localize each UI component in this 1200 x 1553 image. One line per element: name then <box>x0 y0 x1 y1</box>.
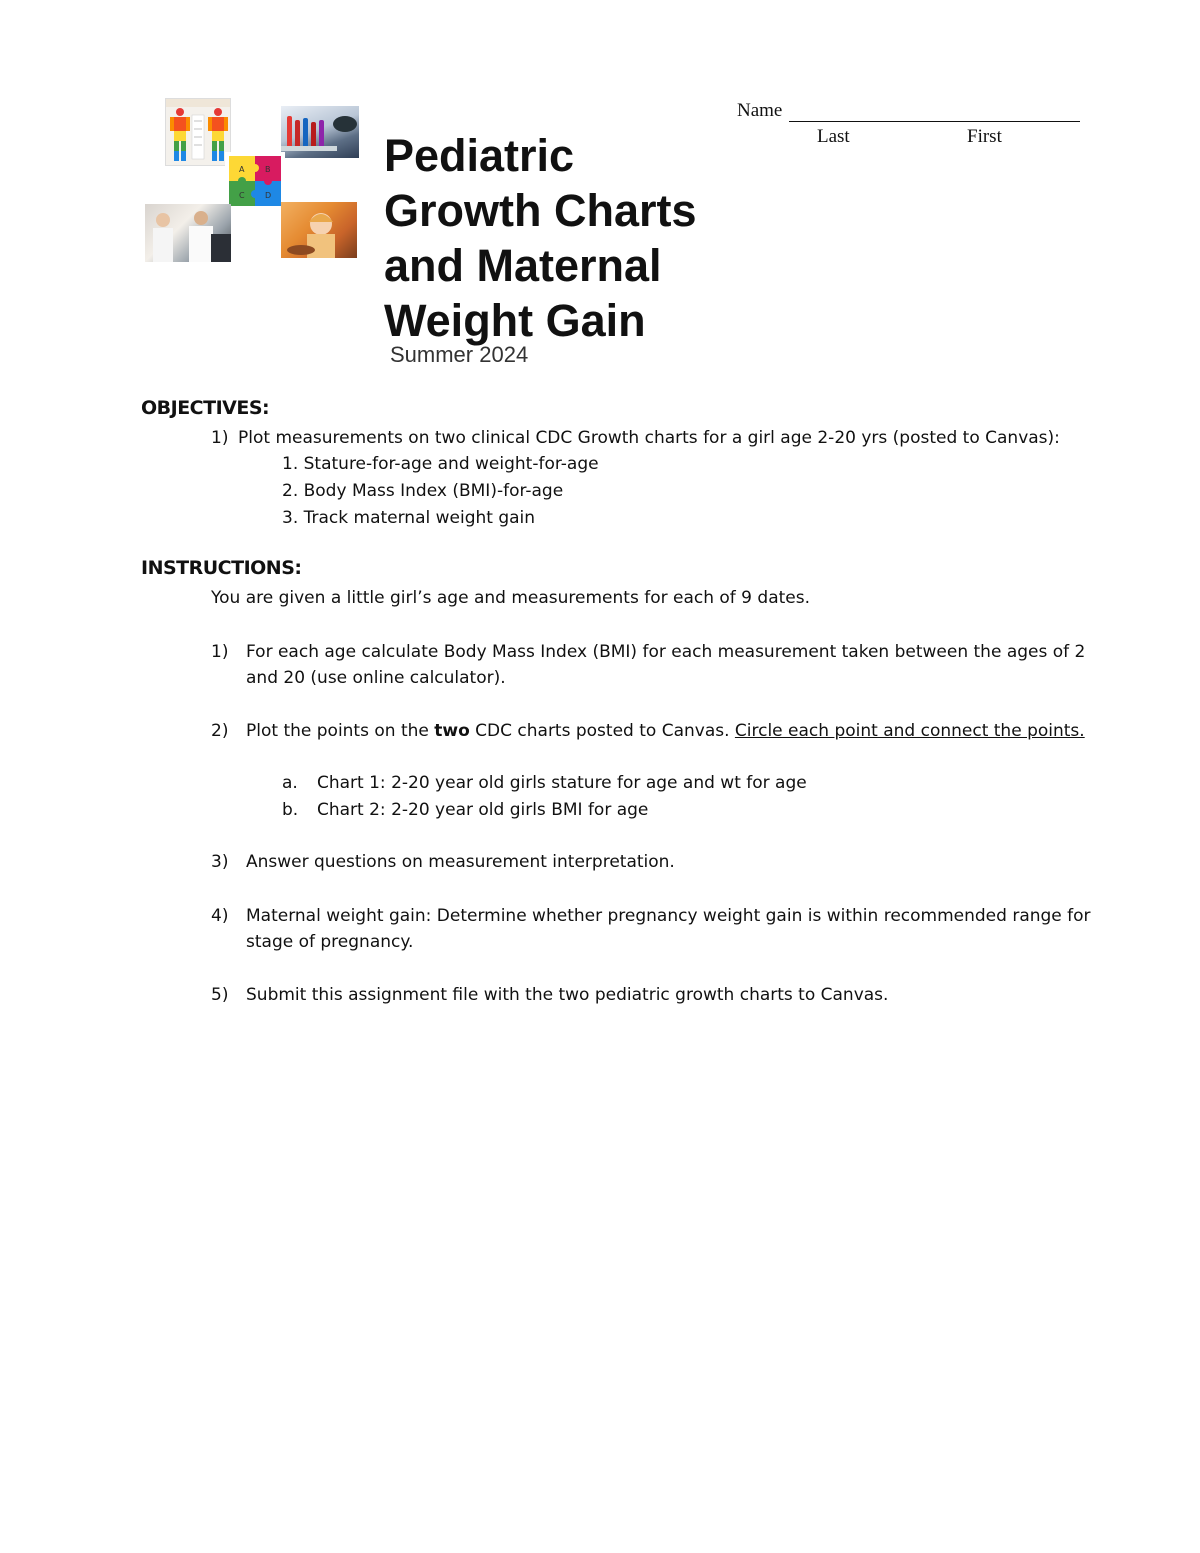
name-label: Name <box>737 100 783 121</box>
objective-item-1-text: Plot measurements on two clinical CDC Growth charts for a girl age 2-20 yrs (posted to Canvas): <box>238 428 1060 448</box>
step-2-number: 2) <box>211 721 229 741</box>
document-subtitle: Summer 2024 <box>390 342 529 367</box>
body-figures-image <box>165 98 231 166</box>
puzzle-letter-b: B <box>265 165 271 174</box>
step-2-mid: CDC charts posted to Canvas. <box>469 721 735 741</box>
step-3-text: Answer questions on measurement interpretation. <box>246 852 675 872</box>
step-2b-label: b. <box>282 800 299 820</box>
title-line-4: Weight Gain <box>384 295 646 346</box>
step-4-line-2: stage of pregnancy. <box>246 932 414 952</box>
step-2-pre: Plot the points on the <box>246 721 435 741</box>
step-2-text <box>246 718 1085 744</box>
step-5-number: 5) <box>211 985 229 1005</box>
puzzle-letter-c: C <box>239 191 245 200</box>
header-image-collage <box>143 98 361 266</box>
objective-sub-2: 2. Body Mass Index (BMI)-for-age <box>282 481 564 501</box>
objective-item-1-number: 1) <box>211 428 229 448</box>
doctors-image <box>145 204 231 262</box>
title-line-1: Pediatric <box>384 130 575 181</box>
last-name-label: Last <box>817 126 850 147</box>
name-blank-line <box>789 121 1080 122</box>
abcd-puzzle-image <box>225 152 285 210</box>
child-eating-image <box>281 202 357 258</box>
puzzle-letter-a: A <box>239 165 245 174</box>
puzzle-letter-d: D <box>265 191 272 200</box>
step-1-line-1: For each age calculate Body Mass Index (BMI) for each measurement taken between the ages of 2 <box>246 642 1086 662</box>
step-2b-text: Chart 2: 2-20 year old girls BMI for age <box>317 800 649 820</box>
objective-sub-3: 3. Track maternal weight gain <box>282 508 536 528</box>
step-2-underlined: Circle each point and connect the points. <box>734 721 1085 741</box>
step-3-number: 3) <box>211 852 229 872</box>
step-1-line-2: and 20 (use online calculator). <box>246 668 506 688</box>
step-2-bold: two <box>434 721 470 741</box>
objective-sub-1: 1. Stature-for-age and weight-for-age <box>282 454 599 474</box>
document-title <box>384 128 744 348</box>
step-2a-label: a. <box>282 773 298 793</box>
title-line-3: and Maternal <box>384 240 662 291</box>
lab-test-tubes-image <box>281 106 359 158</box>
title-line-2: Growth Charts <box>384 185 697 236</box>
step-4-line-1: Maternal weight gain: Determine whether pregnancy weight gain is within recommended range for <box>246 906 1091 926</box>
step-5-text: Submit this assignment file with the two pediatric growth charts to Canvas. <box>246 985 889 1005</box>
step-1-number: 1) <box>211 642 229 662</box>
step-2a-text: Chart 1: 2-20 year old girls stature for age and wt for age <box>317 773 807 793</box>
objectives-heading: OBJECTIVES: <box>141 397 270 419</box>
first-name-label: First <box>967 126 1002 147</box>
step-4-number: 4) <box>211 906 229 926</box>
instructions-heading: INSTRUCTIONS: <box>141 557 302 579</box>
instructions-intro: You are given a little girl’s age and measurements for each of 9 dates. <box>211 588 810 608</box>
